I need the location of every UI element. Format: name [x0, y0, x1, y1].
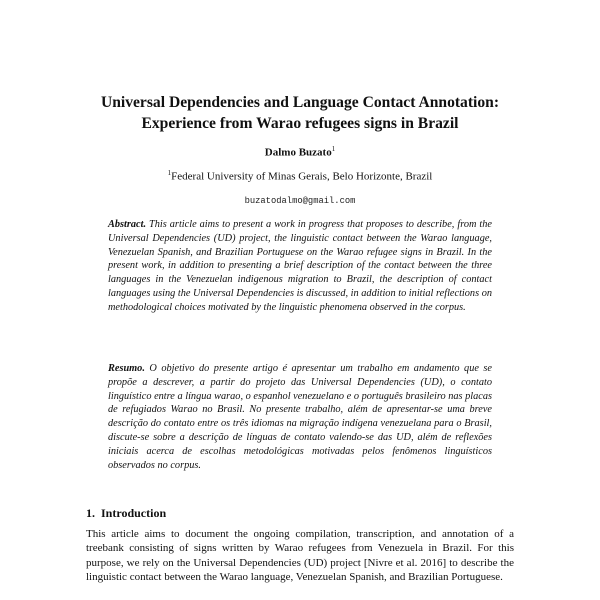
author-text: Dalmo Buzato — [264, 146, 332, 159]
section-heading-introduction — [86, 506, 166, 521]
affiliation — [0, 169, 600, 183]
resumo-text: O objetivo do presente artigo é apresentar um trabalho em andamento que se propõe a descrever, a partir do projeto das Universal Dependencies (UD), o contato linguístico entre a língua warao, o espanhol venezuelano e o português brasileiro nas placas de refugiados Warao no Brasil. No presente trabalho, além de apresentar-se uma breve descrição do contato entre os três idiomas na migração indígena venezuelana para o Brasil, discute-se sobre a descrição de línguas de contato valendo-se das UD, além de reflexões iniciais acerca de escolhas metodológicas motivadas pelos fenômenos linguísticos observados no corpus. — [108, 363, 492, 471]
affiliation-superscript: 1 — [167, 169, 172, 177]
section-number: 1. — [86, 506, 95, 520]
title-line-2: Experience from Warao refugees signs in Brazil — [141, 115, 459, 132]
abstract-portuguese — [108, 362, 492, 472]
abstract-text: This article aims to present a work in progress that proposes to describe, from the Universal Dependencies (UD) project, the linguistic contact between the Warao language, Venezuelan Spanish, and Brazilian Portuguese on the Warao refugee signs in Brazil. In the present work, in addition to presenting a brief description of the contact between the three languages in the Venezuelan indigenous migration to Brazil, the description of contact languages using the Universal Dependencies is discussed, in addition to initial reflections on methodological choices motivated by the linguistic phenomena observed in the corpus. — [108, 219, 492, 313]
abstract-label: Abstract. — [108, 219, 147, 230]
introduction-paragraph: This article aims to document the ongoing compilation, transcription, and annotation of a treebank consisting of signs written by Warao refugees from Venezuela in Brazil. For this purpose, we rely on the Universal Dependencies (UD) project [Nivre et al. 2016] to describe the linguistic contact between the Warao language, Venezuelan Spanish, and Brazilian Portuguese. — [86, 528, 514, 584]
author-name — [0, 145, 600, 159]
section-title-text: Introduction — [101, 506, 167, 520]
author-superscript: 1 — [331, 145, 336, 153]
abstract-english — [108, 218, 492, 315]
affiliation-text: Federal University of Minas Gerais, Belo Horizonte, Brazil — [171, 170, 433, 183]
author-email: buzatodalmo@gmail.com — [244, 196, 356, 206]
title-line-1: Universal Dependencies and Language Contact Annotation: — [100, 94, 500, 111]
resumo-label: Resumo. — [108, 363, 145, 374]
paper-title — [60, 92, 540, 134]
